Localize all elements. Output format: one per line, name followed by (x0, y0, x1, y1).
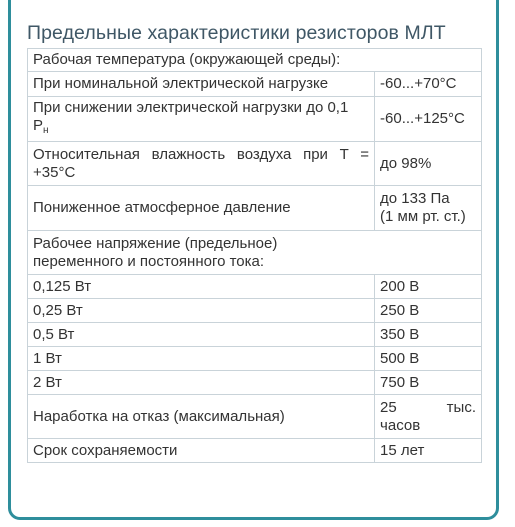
row-label: 0,5 Вт (28, 323, 375, 347)
row-value: 750 В (375, 371, 482, 395)
table-row (28, 347, 482, 371)
row-label-reduced-load (28, 97, 375, 142)
row-label: Наработка на отказ (максимальная) (28, 395, 375, 439)
page-title: Предельные характеристики резисторов МЛТ (27, 22, 446, 44)
section-header-voltage: Рабочее напряжение (предельное) переменного и постоянного тока: (28, 231, 482, 275)
power-symbol-subscript: н (43, 124, 49, 136)
row-label: 1 Вт (28, 347, 375, 371)
row-label: Срок сохраняемости (28, 439, 375, 463)
row-label: 2 Вт (28, 371, 375, 395)
spec-table (27, 48, 482, 463)
row-label: При номинальной электрической нагрузке (28, 72, 375, 97)
table-row (28, 231, 482, 275)
row-label: Относительная влажность воздуха при T = +35°C (28, 142, 375, 186)
table-row (28, 72, 482, 97)
row-value: до 98% (375, 142, 482, 186)
row-value-mtbf (375, 395, 482, 439)
row-label: Пониженное атмосферное давление (28, 186, 375, 231)
row-value: 15 лет (375, 439, 482, 463)
table-row (28, 299, 482, 323)
row-value: 200 В (375, 275, 482, 299)
row-value: 250 В (375, 299, 482, 323)
row-value: -60...+70°C (375, 72, 482, 97)
row-value: -60...+125°C (375, 97, 482, 142)
table-row (28, 439, 482, 463)
row-value: 500 В (375, 347, 482, 371)
table-row (28, 395, 482, 439)
table-row (28, 371, 482, 395)
row-value: 350 В (375, 323, 482, 347)
table-row (28, 186, 482, 231)
row-label: 0,25 Вт (28, 299, 375, 323)
section-header-work-temp: Рабочая температура (окружающей среды): (28, 49, 482, 72)
table-row (28, 323, 482, 347)
row-value: до 133 Па (380, 190, 450, 207)
row-value: часов (380, 416, 421, 434)
table-row (28, 49, 482, 72)
row-label: 0,125 Вт (28, 275, 375, 299)
row-value-pressure (375, 186, 482, 231)
table-row (28, 275, 482, 299)
power-symbol: P (33, 116, 44, 134)
table-row (28, 97, 482, 142)
table-row (28, 142, 482, 186)
row-label: При снижении электрической нагрузки до 0,1 (33, 98, 349, 116)
row-value: 25 тыс. (380, 398, 476, 416)
row-value: (1 мм рт. ст.) (380, 208, 466, 225)
